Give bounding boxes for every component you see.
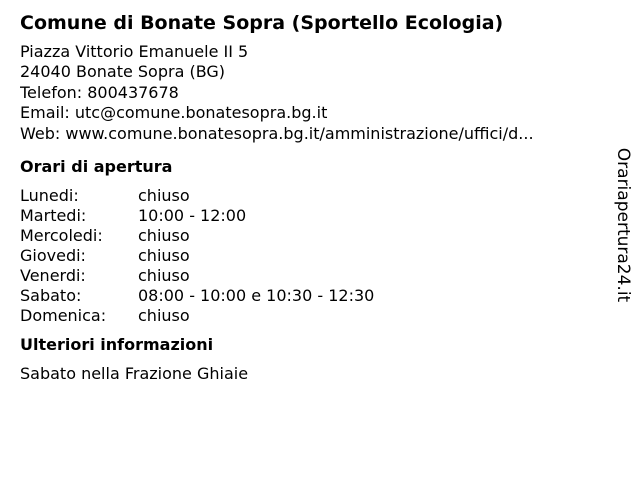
day-label: Martedi: [20, 206, 87, 226]
day-label: Domenica: [20, 306, 107, 326]
day-label: Lunedi: [20, 186, 79, 206]
day-hours: chiuso [138, 266, 190, 286]
email-address: Email: utc@comune.bonatesopra.bg.it [20, 103, 328, 123]
website-link[interactable]: Web: www.comune.bonatesopra.bg.it/amministrazione/uffici/d... [20, 123, 534, 143]
hours-row-tuesday [20, 206, 595, 226]
address-block [20, 42, 595, 144]
day-hours: chiuso [138, 226, 190, 246]
site-watermark [611, 135, 635, 315]
day-hours: chiuso [138, 186, 190, 206]
city-address: 24040 Bonate Sopra (BG) [20, 62, 226, 82]
day-label: Venerdi: [20, 266, 86, 286]
info-heading: Ulteriori informazioni [20, 335, 214, 355]
hours-row-wednesday [20, 226, 595, 246]
day-label: Mercoledi: [20, 226, 103, 246]
day-hours: chiuso [138, 306, 190, 326]
page-title: Comune di Bonate Sopra (Sportello Ecologia) [20, 12, 504, 34]
hours-heading: Orari di apertura [20, 157, 173, 177]
hours-row-saturday [20, 286, 595, 306]
hours-row-friday [20, 266, 595, 286]
office-card [20, 8, 595, 384]
day-label: Sabato: [20, 286, 82, 306]
info-text: Sabato nella Frazione Ghiaie [20, 364, 249, 384]
hours-table [20, 186, 595, 326]
day-hours: 10:00 - 12:00 [138, 206, 247, 226]
day-hours: chiuso [138, 246, 190, 266]
day-hours: 08:00 - 10:00 e 10:30 - 12:30 [138, 286, 375, 306]
hours-row-sunday [20, 306, 595, 326]
hours-row-thursday [20, 246, 595, 266]
day-label: Giovedi: [20, 246, 86, 266]
street-address: Piazza Vittorio Emanuele II 5 [20, 42, 249, 61]
phone-number: Telefon: 800437678 [20, 82, 179, 102]
hours-row-monday [20, 186, 595, 206]
watermark-text: Orariapertura24.it [613, 147, 633, 303]
